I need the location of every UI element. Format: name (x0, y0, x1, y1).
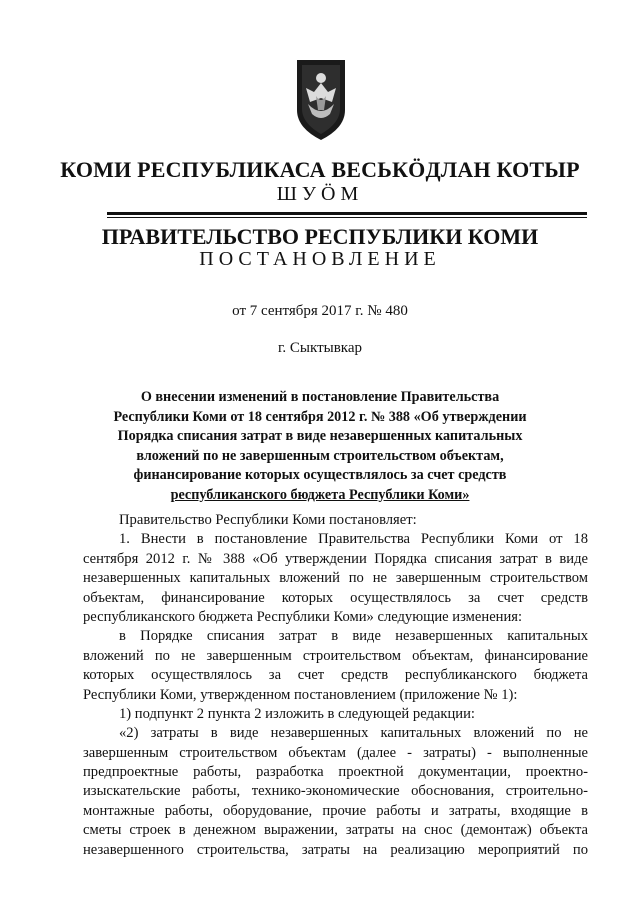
body-line: республиканского бюджета Республики Коми» следующие изменения: (83, 608, 523, 625)
body-line: 1) подпункт 2 пункта 2 изложить в следующей редакции: (119, 705, 475, 722)
russian-document-type: ПОСТАНОВЛЕНИЕ (199, 248, 441, 270)
title-line: вложений по не завершенным строительством объектам, (136, 447, 504, 464)
document-body (83, 511, 588, 860)
body-line: изыскательские работы, технико-экономические обоснования, строительно- (83, 783, 588, 800)
body-line: которых осуществлялось за счет средств республиканского бюджета (83, 667, 588, 684)
body-line: предпроектные работы, разработка проектной документации, проектно- (83, 764, 588, 781)
body-line: 1. Внести в постановление Правительства Республики Коми от 18 (119, 531, 588, 548)
body-line: Правительство Республики Коми постановляет: (119, 512, 417, 528)
body-line: сентября 2012 г. № 388 «Об утверждении Порядка списания затрат в виде (83, 550, 588, 567)
coat-of-arms-icon (294, 58, 348, 142)
body-line: объектам, финансирование которых осуществлялось за счет средств (83, 589, 588, 606)
title-line: Республики Коми от 18 сентября 2012 г. № 388 «Об утверждении (113, 408, 527, 425)
komi-government-title: КОМИ РЕСПУБЛИКАСА ВЕСЬКӦДЛАН КОТЫР (60, 157, 580, 182)
body-line: незавершенных капитальных вложений по не завершенным строительством (83, 570, 588, 587)
russian-government-title: ПРАВИТЕЛЬСТВО РЕСПУБЛИКИ КОМИ (101, 224, 539, 249)
header-divider-thick (107, 212, 587, 215)
document-title (100, 388, 540, 506)
title-line: О внесении изменений в постановление Правительства (140, 389, 500, 405)
body-line: сметы строек в денежном выражении, затраты на снос (демонтаж) объекта (83, 822, 588, 839)
body-line: монтажные работы, оборудование, прочие работы и затраты, входящие в (83, 802, 588, 819)
title-line: республиканского бюджета Республики Коми» (170, 486, 470, 503)
body-line: вложений по не завершенным строительством объектам, финансирование (83, 647, 588, 664)
title-line: финансирование которых осуществлялось за счет средств (133, 467, 507, 484)
body-line: завершенным строительством объектам (далее - затраты) - выполненные (83, 744, 588, 761)
komi-document-type: ШУӦМ (276, 183, 364, 205)
document-city: г. Сыктывкар (277, 340, 363, 356)
header-divider-thin (107, 217, 587, 218)
document-date-number: от 7 сентября 2017 г. № 480 (232, 303, 408, 319)
body-line: незавершенного строительства, затраты на реализацию мероприятий по (83, 841, 588, 858)
body-line: в Порядке списания затрат в виде незавершенных капитальных (119, 628, 588, 645)
body-line: «2) затраты в виде незавершенных капитальных вложений по не (119, 725, 588, 742)
title-line: Порядка списания затрат в виде незавершенных капитальных (117, 428, 523, 445)
body-line: Республики Коми, утвержденном постановлением (приложение № 1): (83, 686, 518, 703)
